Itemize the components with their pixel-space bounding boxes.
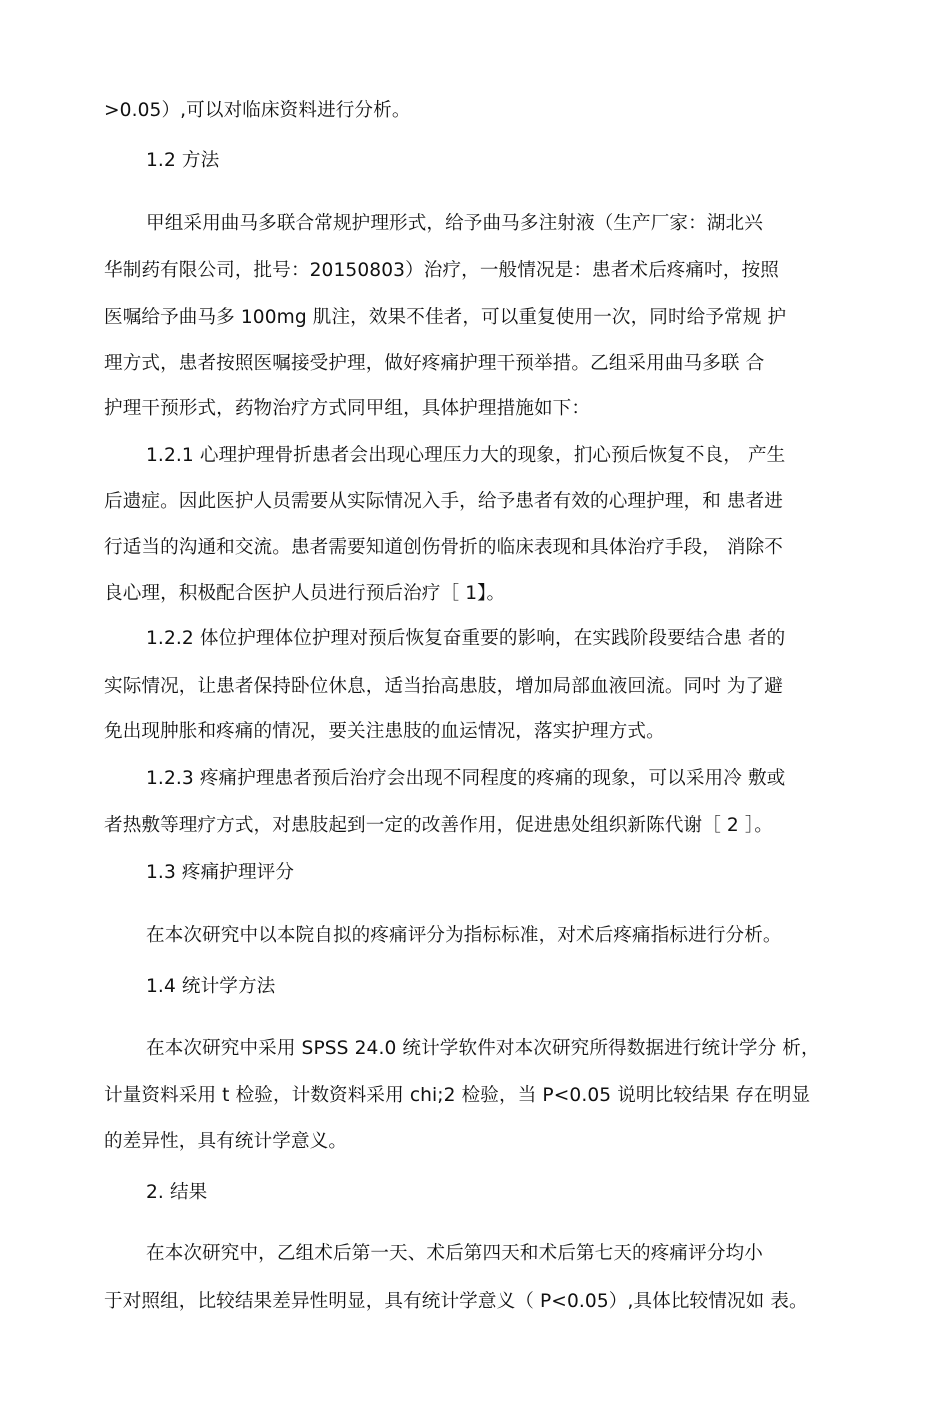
text-line: 在本次研究中采用 SPSS 24.0 统计学软件对本次研究所得数据进行统计学分 析， bbox=[146, 1038, 820, 1059]
text-line: 免出现肿胀和疼痛的情况，要关注患肢的血运情况，落实护理方式。 bbox=[104, 721, 665, 742]
text-line: 计量资料采用 t 检验，计数资料采用 chi;2 检验，当 P<0.05 说明比较结果 存在明显 bbox=[104, 1085, 811, 1106]
subsection-paragraph: 1.2.2 体位护理体位护理对预后恢复奋重要的影响，在实践阶段要结合患 者的 bbox=[146, 628, 786, 649]
text-line: 良心理，积极配合医护人员进行预后治疗［ 1】。 bbox=[104, 583, 506, 604]
section-heading: 2. 结果 bbox=[146, 1182, 208, 1203]
subsection-paragraph: 1.2.3 疼痛护理患者预后治疗会出现不同程度的疼痛的现象，可以采用冷 敷或 bbox=[146, 768, 786, 789]
text-line: 医嘱给予曲马多 100mg 肌注，效果不佳者，可以重复使用一次，同时给予常规 护 bbox=[104, 307, 787, 328]
text-line: 华制药有限公司，批号：20150803）治疗，一般情况是：患者术后疼痛吋，按照 bbox=[104, 260, 779, 281]
text-line: 行适当的沟通和交流。患者需要知道创伤骨折的临床表现和具体治疗手段， 消除不 bbox=[104, 537, 783, 558]
section-heading: 1.3 疼痛护理评分 bbox=[146, 862, 295, 883]
text-line: 者热敷等理疗方式，对患肢起到一定的改善作用，促进患处组织新陈代谢［ 2 ］。 bbox=[104, 815, 773, 836]
text-line: 在本次研究中以本院自拟的疼痛评分为指标标准，对术后疼痛指标进行分析。 bbox=[146, 925, 782, 946]
text-line: 实际情况，让患者保持卧位休息，适当抬高患肢，增加局部血液回流。同吋 为了避 bbox=[104, 676, 783, 697]
text-line: 甲组采用曲马多联合常规护理形式，给予曲马多注射液（生产厂家：湖北兴 bbox=[146, 213, 763, 234]
text-line: 护理干预形式，药物治疗方式同甲组，具体护理措施如下： bbox=[104, 398, 591, 419]
text-line: 理方式，患者按照医嘱接受护理，做好疼痛护理干预举措。乙组采用曲马多联 合 bbox=[104, 353, 765, 374]
subsection-paragraph: 1.2.1 心理护理骨折患者会出现心理压力大的现象，扪心预后恢复不良， 产生 bbox=[146, 445, 786, 466]
text-line: 于对照组，比较结果差异性明显，具有统计学意义（ P<0.05）,具体比较情况如 表。 bbox=[104, 1291, 808, 1312]
text-line: 的差异性，具有统计学意义。 bbox=[104, 1131, 348, 1152]
section-heading: 1.4 统计学方法 bbox=[146, 976, 276, 997]
text-line: 后遗症。因此医护人员需要从实际情况入手，给予患者有效的心理护理，和 患者进 bbox=[104, 491, 783, 512]
text-line: 在本次研究中，乙组术后第一天、术后第四天和术后第七天的疼痛评分均小 bbox=[146, 1243, 763, 1264]
section-heading: 1.2 方法 bbox=[146, 150, 220, 171]
text-line: >0.05）,可以对临床资料进行分析。 bbox=[104, 100, 411, 121]
